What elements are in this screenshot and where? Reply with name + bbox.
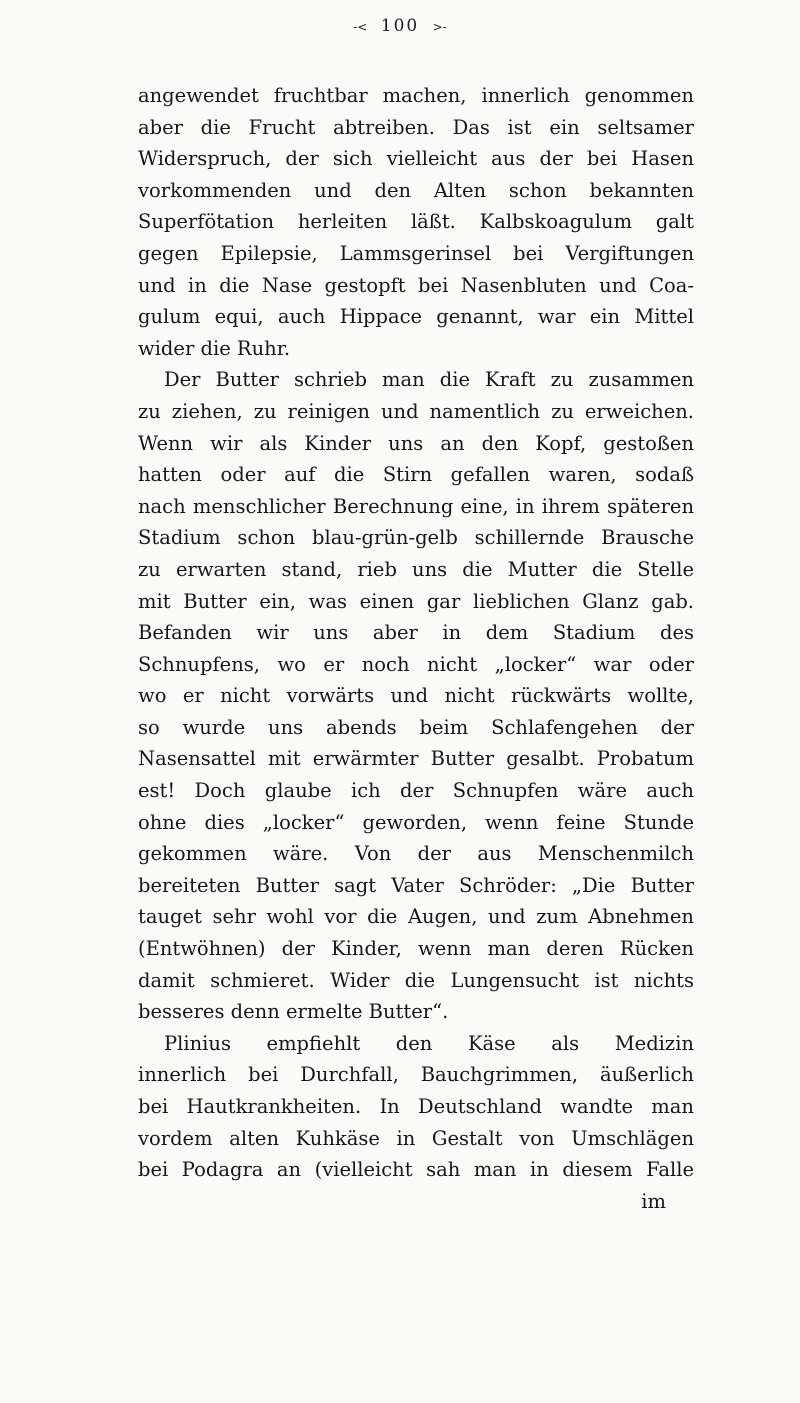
text-line: vorkommenden und den Alten schon bekannten (138, 178, 694, 202)
text-line: Schnupfens, wo er noch nicht „locker“ war oder (138, 652, 694, 676)
text-line: Widerspruch, der sich vielleicht aus der bei Hasen (138, 147, 694, 171)
text-line: gulum equi, auch Hippace genannt, war ein Mittel (138, 305, 694, 329)
text-line: est! Doch glaube ich der Schnupfen wäre auch (138, 779, 694, 803)
header-ornament-right: >- (432, 20, 447, 34)
text-line: damit schmieret. Wider die Lungensucht ist nichts (138, 968, 694, 992)
text-line: besseres denn ermelte Butter“. (138, 1000, 449, 1024)
text-line: im (641, 1189, 666, 1213)
header-ornament-left: -< (353, 20, 368, 34)
page-header (0, 16, 800, 36)
text-line: Plinius empfiehlt den Käse als Medizin (164, 1031, 694, 1055)
text-line: bereiteten Butter sagt Vater Schröder: „Die Butter (138, 873, 694, 897)
text-line: Stadium schon blau-grün-gelb schillernde Brausche (138, 526, 694, 550)
body-text (138, 80, 694, 1217)
text-line: so wurde uns abends beim Schlafengehen der (138, 715, 694, 739)
text-line: wo er nicht vorwärts und nicht rückwärts wollte, (138, 684, 694, 708)
page-number: 100 (380, 16, 420, 36)
text-line: innerlich bei Durchfall, Bauchgrimmen, äußerlich (138, 1063, 694, 1087)
text-line: Superfötation herleiten läßt. Kalbskoagulum galt (138, 210, 694, 234)
text-line: tauget sehr wohl vor die Augen, und zum Abnehmen (138, 905, 694, 929)
text-line: aber die Frucht abtreiben. Das ist ein seltsamer (138, 115, 694, 139)
text-line: hatten oder auf die Stirn gefallen waren, sodaß (138, 463, 694, 487)
text-line: nach menschlicher Berechnung eine, in ihrem späteren (138, 494, 694, 518)
text-line: vordem alten Kuhkäse in Gestalt von Umschlägen (138, 1126, 694, 1150)
text-line: angewendet fruchtbar machen, innerlich genommen (138, 84, 694, 107)
text-line: gekommen wäre. Von der aus Menschenmilch (138, 842, 694, 866)
text-line: wider die Ruhr. (138, 336, 291, 360)
text-line: zu erwarten stand, rieb uns die Mutter die Stelle (138, 557, 694, 581)
text-line: Der Butter schrieb man die Kraft zu zusammen (164, 368, 694, 392)
text-line: Wenn wir als Kinder uns an den Kopf, gestoßen (138, 431, 694, 455)
text-line: bei Hautkrankheiten. In Deutschland wandte man (138, 1095, 694, 1118)
text-line: mit Butter ein, was einen gar lieblichen Glanz gab. (138, 589, 694, 613)
text-line: Nasensattel mit erwärmter Butter gesalbt. Probatum (138, 747, 694, 771)
text-line: und in die Nase gestopft bei Nasenbluten und Coa- (138, 273, 694, 297)
text-line: Befanden wir uns aber in dem Stadium des (138, 621, 694, 645)
text-line: zu ziehen, zu reinigen und namentlich zu erweichen. (138, 399, 694, 423)
text-line: bei Podagra an (vielleicht sah man in diesem Falle (138, 1158, 694, 1182)
text-line: ohne dies „locker“ geworden, wenn feine Stunde (138, 810, 694, 834)
text-line: gegen Epilepsie, Lammsgerinsel bei Vergiftungen (138, 241, 694, 265)
text-line: (Entwöhnen) der Kinder, wenn man deren Rücken (138, 937, 694, 961)
